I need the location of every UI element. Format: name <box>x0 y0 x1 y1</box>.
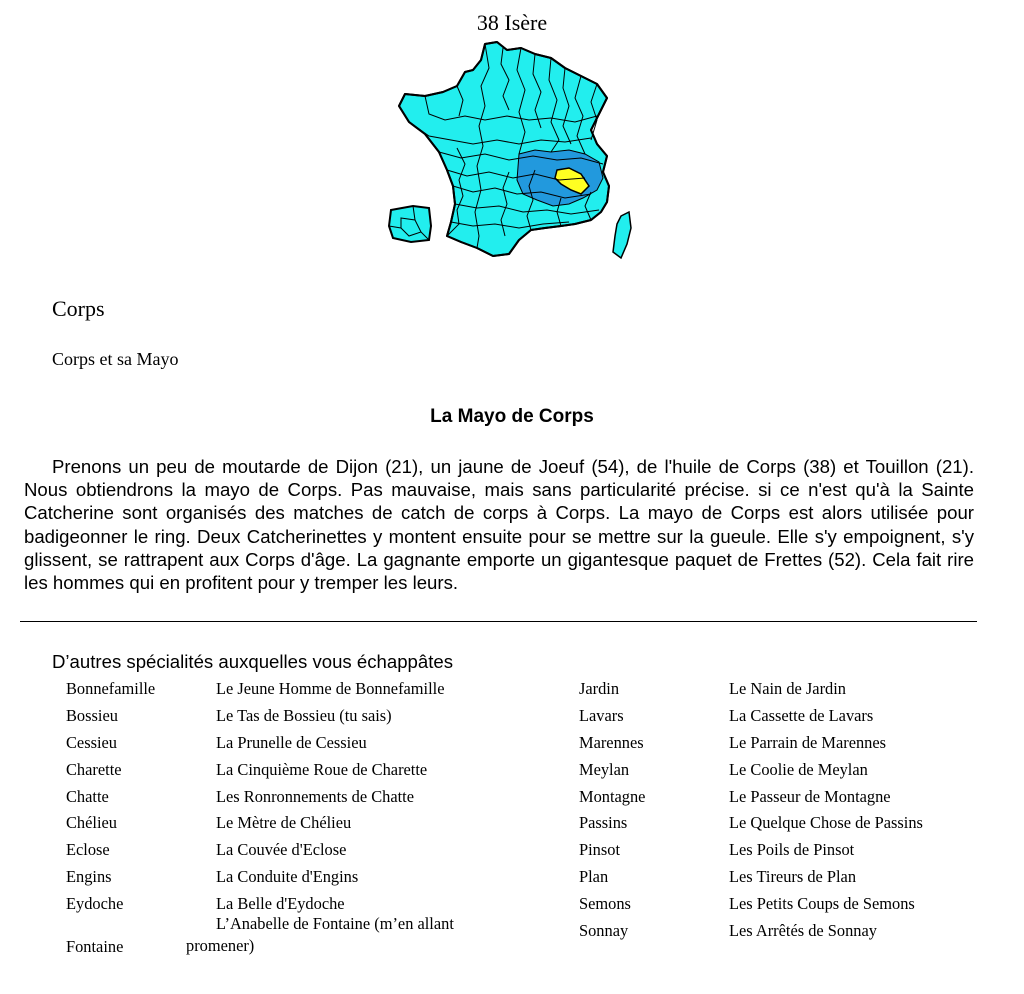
specialty-name: Le Nain de Jardin <box>729 679 846 699</box>
commune-subtitle: Corps et sa Mayo <box>52 349 179 369</box>
specialty-name-fontaine-line2: promener) <box>186 936 255 955</box>
town-name: Pinsot <box>579 840 620 860</box>
france-departments-map-icon <box>385 40 635 265</box>
town-name: Semons <box>579 893 631 913</box>
town-name: Passins <box>579 813 628 833</box>
specialty-name: Les Arrêtés de Sonnay <box>729 920 877 940</box>
table-row <box>66 756 445 783</box>
specialty-name: Le Jeune Homme de Bonnefamille <box>216 679 445 699</box>
specialty-name: Le Tas de Bossieu (tu sais) <box>216 706 392 726</box>
specialty-name: Le Parrain de Marennes <box>729 732 887 752</box>
table-row <box>66 810 445 837</box>
table-row <box>579 730 923 757</box>
specialties-left-column <box>66 676 445 917</box>
town-name: Lavars <box>579 706 624 726</box>
recipe-title: La Mayo de Corps <box>430 406 594 427</box>
department-title: 38 Isère <box>476 10 548 35</box>
specialty-name: Le Mètre de Chélieu <box>216 813 352 833</box>
specialties-right-column <box>579 676 923 944</box>
town-name: Meylan <box>579 759 630 779</box>
town-name: Montagne <box>579 786 646 806</box>
specialty-name: La Belle d'Eydoche <box>216 893 345 913</box>
town-name: Eydoche <box>66 893 124 913</box>
town-name: Sonnay <box>579 920 629 940</box>
specialty-name: La Conduite d'Engins <box>216 866 359 886</box>
specialties-heading: D’autres spécialités auxquelles vous échappâtes <box>52 651 454 672</box>
table-row <box>66 864 445 891</box>
table-row <box>66 676 445 703</box>
table-row <box>579 837 923 864</box>
france-map <box>385 40 635 265</box>
table-row <box>66 783 445 810</box>
specialty-name: La Cinquième Roue de Charette <box>216 759 428 779</box>
specialty-name: La Prunelle de Cessieu <box>216 732 367 752</box>
specialty-name: Les Petits Coups de Semons <box>729 893 915 913</box>
town-name: Charette <box>66 759 122 779</box>
town-name: Bossieu <box>66 706 118 726</box>
town-name: Eclose <box>66 840 110 860</box>
ile-de-france-inset-shape <box>389 206 431 242</box>
specialty-name: Les Poils de Pinsot <box>729 840 855 860</box>
specialty-name: Le Coolie de Meylan <box>729 759 868 779</box>
town-name-fontaine: Fontaine <box>66 937 124 956</box>
specialty-name: Le Passeur de Montagne <box>729 786 891 806</box>
table-row <box>579 810 923 837</box>
specialty-name: La Couvée d'Eclose <box>216 840 347 860</box>
table-row <box>579 864 923 891</box>
town-name: Bonnefamille <box>66 679 156 699</box>
recipe-body: Prenons un peu de moutarde de Dijon (21), un jaune de Joeuf (54), de l'huile de Corps (38) et Touillon (21). Nous obtiendrons la mayo de Corps. Pas mauvaise, mais sans particularité précise. si ce n'est qu'à la Sainte Catcherine sont organisés des matches de catch de corps à Corps. La mayo de Corps est alors utilisée pour badigeonner le ring. Deux Catcherinettes y montent ensuite pour se mettre sur la gueule. Elle s'y empoignent, s'y glissent, se rattrapent aux Corps d'âge. La gagnante emporte un gigantesque paquet de Frettes (52). Cela fait rire les hommes qui en profitent pour y tremper les leurs. <box>24 456 974 594</box>
town-name: Cessieu <box>66 732 117 752</box>
section-divider <box>20 621 977 622</box>
table-row <box>579 756 923 783</box>
specialty-name: Les Tireurs de Plan <box>729 866 857 886</box>
table-row <box>579 917 923 944</box>
table-row <box>66 837 445 864</box>
table-row <box>66 703 445 730</box>
corsica-shape <box>613 212 631 258</box>
table-row <box>66 730 445 757</box>
town-name: Chatte <box>66 786 109 806</box>
specialty-name-fontaine-line1: L’Anabelle de Fontaine (m’en allant <box>216 914 454 933</box>
table-row <box>579 676 923 703</box>
table-row <box>579 703 923 730</box>
specialty-name: La Cassette de Lavars <box>729 706 874 726</box>
town-name: Plan <box>579 866 609 886</box>
town-name: Chélieu <box>66 813 117 833</box>
town-name: Marennes <box>579 732 644 752</box>
town-name: Engins <box>66 866 112 886</box>
specialty-name: Le Quelque Chose de Passins <box>729 813 923 833</box>
specialty-name: Les Ronronnements de Chatte <box>216 786 415 806</box>
town-name: Jardin <box>579 679 620 699</box>
table-row <box>579 783 923 810</box>
commune-name: Corps <box>52 296 105 321</box>
table-row <box>579 890 923 917</box>
